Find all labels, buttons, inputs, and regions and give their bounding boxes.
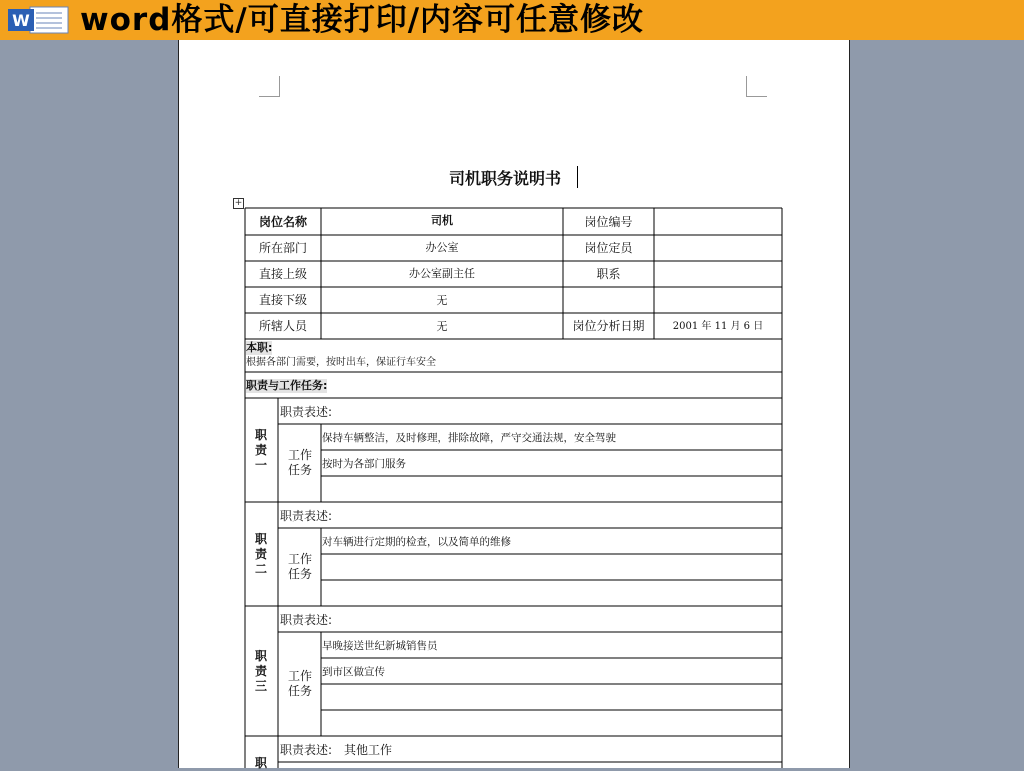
label-department: 所在部门 bbox=[258, 241, 307, 255]
label-analysis-date: 岗位分析日期 bbox=[572, 319, 645, 333]
responsibility-3-task-2[interactable]: 到市区做宣传 bbox=[322, 666, 385, 678]
responsibility-3-statement-label: 职责表述: bbox=[280, 613, 333, 627]
responsibility-4-statement-label: 职责表述: bbox=[280, 743, 333, 757]
label-position-name: 岗位名称 bbox=[258, 215, 307, 229]
responsibility-3-task-label: 工作任务 bbox=[287, 669, 312, 698]
duty-summary-label: 本职: bbox=[246, 341, 273, 354]
responsibility-3-name: 职责三 bbox=[254, 649, 267, 693]
table-grid bbox=[179, 40, 849, 768]
word-document-icon bbox=[6, 5, 70, 35]
label-direct-subordinate: 直接下级 bbox=[258, 293, 307, 307]
value-direct-subordinate[interactable]: 无 bbox=[436, 294, 448, 307]
value-analysis-date[interactable]: 2001 年 11 月 6 日 bbox=[672, 321, 764, 332]
responsibility-1-name: 职责一 bbox=[254, 428, 267, 472]
responsibility-4-name: 职 bbox=[254, 756, 267, 770]
value-position-name[interactable]: 司机 bbox=[431, 214, 453, 227]
banner-text: word格式/可直接打印/内容可任意修改 bbox=[80, 2, 645, 38]
responsibility-4-statement[interactable]: 其他工作 bbox=[344, 743, 393, 757]
value-direct-superior[interactable]: 办公室副主任 bbox=[409, 267, 475, 280]
table-move-handle-icon[interactable]: + bbox=[234, 198, 243, 208]
responsibility-1-task-label: 工作任务 bbox=[287, 448, 312, 477]
responsibility-2-task-1[interactable]: 对车辆进行定期的检查，以及简单的维修 bbox=[322, 536, 511, 548]
label-position-code: 岗位编号 bbox=[584, 215, 633, 229]
value-staff[interactable]: 无 bbox=[436, 320, 448, 333]
responsibility-2-name: 职责二 bbox=[254, 532, 267, 576]
label-direct-superior: 直接上级 bbox=[258, 267, 307, 281]
label-job-family: 职系 bbox=[596, 267, 621, 281]
responsibility-1-statement-label: 职责表述: bbox=[280, 405, 333, 419]
responsibilities-header: 职责与工作任务: bbox=[246, 379, 328, 392]
responsibility-1-task-1[interactable]: 保持车辆整洁，及时修理，排除故障，严守交通法规，安全驾驶 bbox=[322, 432, 616, 444]
responsibility-2-task-label: 工作任务 bbox=[287, 552, 312, 581]
label-headcount: 岗位定员 bbox=[584, 241, 633, 255]
responsibility-2-statement-label: 职责表述: bbox=[280, 509, 333, 523]
duty-summary-text[interactable]: 根据各部门需要，按时出车，保证行车安全 bbox=[246, 357, 436, 368]
promo-banner bbox=[0, 0, 1024, 40]
label-staff: 所辖人员 bbox=[258, 319, 307, 333]
value-department[interactable]: 办公室 bbox=[425, 241, 459, 254]
responsibility-1-task-2[interactable]: 按时为各部门服务 bbox=[322, 458, 406, 470]
document-page[interactable] bbox=[178, 40, 850, 768]
svg-text:W: W bbox=[12, 11, 30, 30]
document-title[interactable]: 司机职务说明书 bbox=[449, 169, 562, 188]
responsibility-3-task-1[interactable]: 早晚接送世纪新城销售员 bbox=[322, 640, 438, 652]
